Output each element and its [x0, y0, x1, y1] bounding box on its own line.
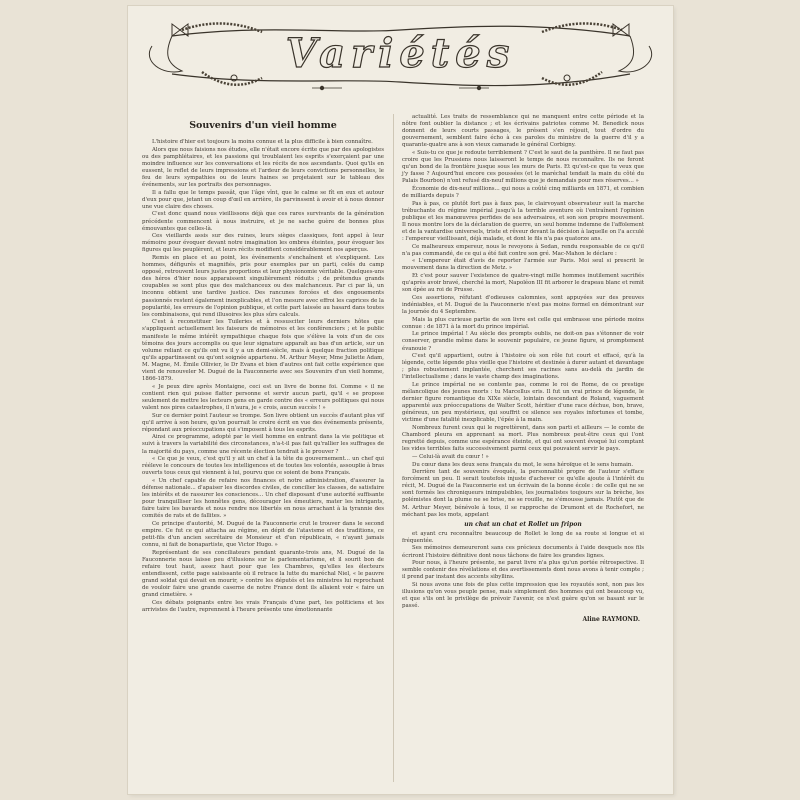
paragraph: Derrière tant de souvenirs évoqués, la personnalité propre de l'auteur s'efface forcément un peu. Il serait toutefois injuste d'achever ce qu'elle ajoute à l'intérêt du récit, M. Dugué de la Fauconnerie est un écrivain de la bonne école : de celle qui ne se sont formés les chroniqueurs inimpulsibles, les journalistes toujours sur la brèche, les polémistes dont la plume ne se brise, ne se rouille, ne s'émousse jamais. Plutôt que de M. Arthur Meyer, bénévole à tous, il se rapproche de Drumont et de Rochefort, ne méchant pas les mots, appelant [402, 469, 644, 518]
paragraph: et ayant cru reconnaître beaucoup de Rollet le long de sa route si longue et si fréquentée. [402, 530, 644, 544]
article-title: Souvenirs d'un vieil homme [189, 120, 337, 131]
paragraph: Économie de dix-neuf millions... qui nous a coûté cinq milliards en 1871, et combien de milliards depuis ? [402, 185, 644, 200]
paragraph: C'est qu'il appartient, outre à l'histoire où son rôle fut court et effacé, qu'à la légende, cette légende plus vieille que l'histoire et destinée à durer autant et davantage ; plus robustement implantée, cherchent ses racines sans au-delà du jardin de l'intellectualisme ; dans le vaste champ des imaginations. [402, 353, 644, 381]
paragraph: Si nous avons une fois de plus cette impression que les royautés sont, non pas les illusions qu'on vous peuple pense, mais simplement des hommes qui ont beaucoup vu, et que s'ils ont le privilège de prévoir l'avenir, ce n'est guère qu'on se basant sur le passé. [402, 581, 644, 610]
quote-paragraph: « Un chef capable de refaire nos finances et notre administration, d'assurer la défense nationale... d'apaiser les discordes civiles, de concilier les classes, de satisfaire les intérêts et de rassurer les consciences... Un chef disposant d'une autorité suffisante pour tranquilliser les honnêtes gens, décourager les émeutiers, mater les intrigants, faire taire les bavards et nous rendre nos libertés en nous arrachant à la tyrannie des comités de rats et de fallites. » [142, 477, 384, 520]
paragraph: Remis en place et au point, les événements s'enchaînent et s'expliquent. Les hommes, défigurés et magnifiés, pris pour exemples par un parti, celés du camp opposé, retrouvent leurs justes proportions et leur physionomie véritable. Quelques-uns des héros d'hier nous apparaissent singulièrement réduits ; de prétendus grands coupables se sont plus que des malchanceux ou des malchanceux. Par ci par là, un inconnu obtient une tardive justice. Des rancunes forcées et des engouements passionnés restent également inexplicables, et l'on mesure avec effroi les caprices de la popularité, les erreurs de l'opinion publique, et cette part laissée au hasard dans toutes les combinaisons, qui rend illusoires les plus sûrs calculs. [142, 255, 384, 318]
paragraph: Nombreux furent ceux qui le regrettèrent, dans son parti et ailleurs — le comte de Chambord pleura en apprenant sa mort. Plus nombreux peut-être ceux qui l'ont regretté depuis, comme une espérance éteinte, et qui ont souvent évoqué lui comptant les vides terribles faits successivement parmi ceux qui pouvaient servir le pays. [402, 425, 644, 453]
paragraph: Du cœur dans les deux sens français du mot, le sens héroïque et le sens humain. [412, 461, 634, 468]
paragraph: Pas à pas, ce plutôt fort pas à faux pas, le clairvoyant observateur suit la marche trébuchante du régime impérial jusqu'à la terrible aventure où l'entraînent l'opinion publique et les manœuvres perfides de ses adversaires, et son son propre mouvement. Il nous montre lors de la déclaration de guerre, un seul homme indemne de l'affolement et de la vantardise universels, triste et rêveur devant la décision à laquelle on l'a acculé : l'empereur vieillissant, déjà malade, et dont le fils n'a pas quatorze ans. [402, 200, 644, 243]
paragraph: — Celui-là avait du cœur ! » [412, 453, 489, 460]
paragraph: Pour nous, à l'heure présente, ne parut livre n'a plus qu'un portée rétrospective. Il semble contenir des révélations et des avertissements dont nous avons à tenir compte ; il prend par instant des accents sibyllins. [402, 560, 644, 581]
paragraph: Ces vieillards assis sur des ruines, leurs sièges classiques, font appel à leur mémoire pour évoquer devant notre imagination les ombres éteintes, pour évoquer les figures qui les peuplèrent, et leurs récits modifient considérablement nos aperçus. [142, 233, 384, 254]
paragraph: Il a fallu que le temps passât, que l'âge vînt, que le calme se fît en eux et autour d'eux pour que, jetant un coup d'œil en arrière, ils parvinssent à avoir et à nous donner une vue claire des choses. [142, 189, 384, 210]
paragraph: actualité. Les traits de ressemblance qui ne manquent entre cette période et la nôtre font oublier la distance ; et les écrivains patriotes comme M. Benedick nous donnent de leurs courts passages, le présent s'en réjouit, tout d'ordre du gouvernement, semblent faire écho à ces paroles du ministre de la guerre d'il y a quarante-quatre ans à son vieux camarade le général Corbigny. [402, 114, 644, 149]
column-divider [393, 114, 394, 782]
centered-quote: un chat un chat et Rollet un fripon [464, 520, 582, 528]
paragraph: Ainsi ce programme, adopté par le vieil homme en entrant dans la vie politique et suivi à travers la variabilité des circonstances, n'a-t-il pas fait qu'rallier les suffrages de la majorité du pays, comme une récente élection tendrait à le prouver ? [142, 434, 384, 455]
paragraph: Représentant de ses conciliateurs pendant quarante-trois ans, M. Dugué de la Fauconnerie nous laisse peu d'illusions sur le parlementarisme, et il sourit bon de refaire tout haut, assez haut pour que les Chambres, qu'elles les électeurs entendissent, cette page saisissante où il retrace la lutte du maréchal Niel, « le pauvre grand soldat qui devait en mourir, » contre les députés et les ministres lui reprochant de vouloir faire une grande caserne de notre France dont ils allaient voir « faire un grand cimetière. » [142, 549, 384, 599]
quote-paragraph: « L'empereur était d'avis de reporter l'armée sur Paris. Moi seul si prescrit le mouvement dans la direction de Metz. » [402, 258, 644, 272]
quote-paragraph: « Je peux dire après Montaigne, ceci est un livre de bonne foi. Comme « il ne contient rien qui puisse flatter personne et servir aucun parti, qu'il « se propose seulement de mettre les lecteurs gens en garde contre des « erreurs politiques qui nous valent nos pires catastrophes, il n'aura, je « crois, aucun succès ! » [142, 383, 384, 411]
paragraph: Ce principe d'autorité, M. Dugué de la Fauconnerie crut le trouver dans le second empire. Ce fut ce qui attacha au régime, en dépit de l'atavisme et des traditions, ce petit-fils d'un ancien secrétaire de Monsieur et d'un républicain, « n'ayant jamais connu, ni fait de bonapartiste, que Victor Hugo. » [142, 520, 384, 549]
newspaper-page [128, 6, 673, 794]
quote-paragraph: « Ce que je veux, c'est qu'il y ait un chef à la tête du gouvernement... un chef qui rééleve le concours de toutes les intelligences et de toutes les volontés, assouplie à bras ouverts tous ceux qui viennent à lui, pourvu que ce soient de bons Français. [142, 456, 384, 477]
paragraph: Le prince impérial ! Au siècle des prompts oublis, ne doit-on pas s'étonner de voir conserver, grandie même dans le souvenir populaire, ce jeune figure, si promptement évanouie ? [402, 331, 644, 352]
paragraph: Ces débats poignants entre les vrais Français d'une part, les politiciens et les arrivistes de l'autre, reprennent à l'heure présente une émotionnante [142, 600, 384, 614]
paragraph: Et c'est pour sauver l'existence de quatre-vingt mille hommes inutilement sacrifiés qu'après avoir bravé, cherché la mort, Napoléon III fit arborer le drapeau blanc et remit son épée au roi de Prusse. [402, 273, 645, 294]
paragraph: Ce malheureux empereur, nous le revoyons à Sedan, rendu responsable de ce qu'il n'a pas commandé, de ce qui a été fait contre son gré. Mac-Mahon le déclare : [402, 243, 644, 257]
left-column [142, 118, 384, 614]
paragraph: L'histoire d'hier est toujours la moins connue et la plus difficile à bien connaître. [152, 139, 373, 145]
author-signature: Aline RAYMOND. [582, 616, 640, 624]
paragraph: Ses mémoires demeureront sans ces précieux documents à l'aide desquels nos fils écriront l'histoire définitive dont nous tâchons de faire les grandes lignes. [402, 545, 644, 559]
paragraph: Mais la plus curieuse partie de son livre est celle qui embrasse une période moins connue : de 1871 à la mort du prince impérial. [402, 316, 644, 330]
paragraph: Le prince impérial ne se contente pas, comme le roi de Rome, de ce prestige mélancolique des jeunes morts : tu Marcellus eris. Il fut un vrai prince de légende, le dernier figure romantique du XIXe siècle, lointain descendant de Roland, vaguement apparenté aux préoccupations de Walter Scott, héritier d'une race déchue, bon, brave, généreux, un peu mystérieux, qui souffrit ce silence ses royales infortunes et tombe, victime d'une fatalité inexplicable, l'épée à la main. [402, 381, 644, 424]
paragraph: C'est donc quand nous vieillissons déjà que ces rares survivants de la génération précédente commencent à nous instruire, et je ne sache guère de bonnes plus émouvantes que celles-là. [142, 211, 384, 232]
paragraph: Sur ce dernier point l'auteur se trompe. Son livre obtient un succès d'autant plus vif qu'il arrive à son heure, qu'on pourrait le croire écrit en vue des événements présents, répondant aux préoccupations qui s'imposent à tous les esprits. [142, 412, 384, 433]
right-column [402, 114, 644, 623]
paragraph: C'est à reconstituer les Tuileries et à ressusciter leurs derniers hôtes que s'appliquent actuellement les faiseurs de mémoires et les conférenciers ; et le public manifeste le même intérêt sympathique chaque fois que s'élève la voix d'un de ces témoins des jours accomplis ou que leur signature apparaît au bas d'un article, sur un volume reliant ce qu'ils ont vu il y a un demi-siècle, mais à quelque fraction politique qu'ils appartinssent ou qu'ont soignée appartenu. M. Arthur Meyer, Mme Juliette Adam, M. Magne, M. Émile Ollivier, le Dr Evans et bien d'autres ont fait cette expérience que vient de renouveler M. Dugué de la Fauconnerie avec ses Souvenirs d'un vieil homme, 1866-1879. [142, 319, 384, 383]
paragraph: Ces assertions, réfutant d'odieuses calomnies, sont appuyées sur des preuves indéniables, et M. Dugué de la Fauconnerie n'est pas moins formel en démontrant sur la journée du 4 Septembre. [402, 294, 644, 316]
section-title: Variétés [285, 30, 516, 77]
header-banner [142, 16, 659, 96]
paragraph: Alors que nous faisions nos études, elle n'était encore écrite que par des apologistes ou des pamphlétaires, et les passions qui troublaient les esprits s'exerçaient par une moindre influence sur les conversations et les récits de nos ascendants. Quoi qu'ils en eussent, le reflet de leurs impressions et l'ardeur de leurs convictions personnelles, le feu de leurs sympathies ou de leurs haines se projetaient sur le tableau des événements, sur les portraits des personnages. [142, 146, 384, 189]
quote-paragraph: « Suis-tu ce que je redoute terriblement ? C'est le saut de la panthère. Il ne faut pas croire que les Prussiens nous laisseront le temps de nous reconnaître. Ils ne feront qu'un bond de la frontière jusque sous les murs de Paris. Et qu'est-ce que tu veux que j'y fasse ? Aujourd'hui encore ces poussées (et le maréchal tendait la main du côté du Palais Bourbon) n'ont refusé dix-neuf millions que je demandais pour mes réserves... » [402, 149, 644, 185]
